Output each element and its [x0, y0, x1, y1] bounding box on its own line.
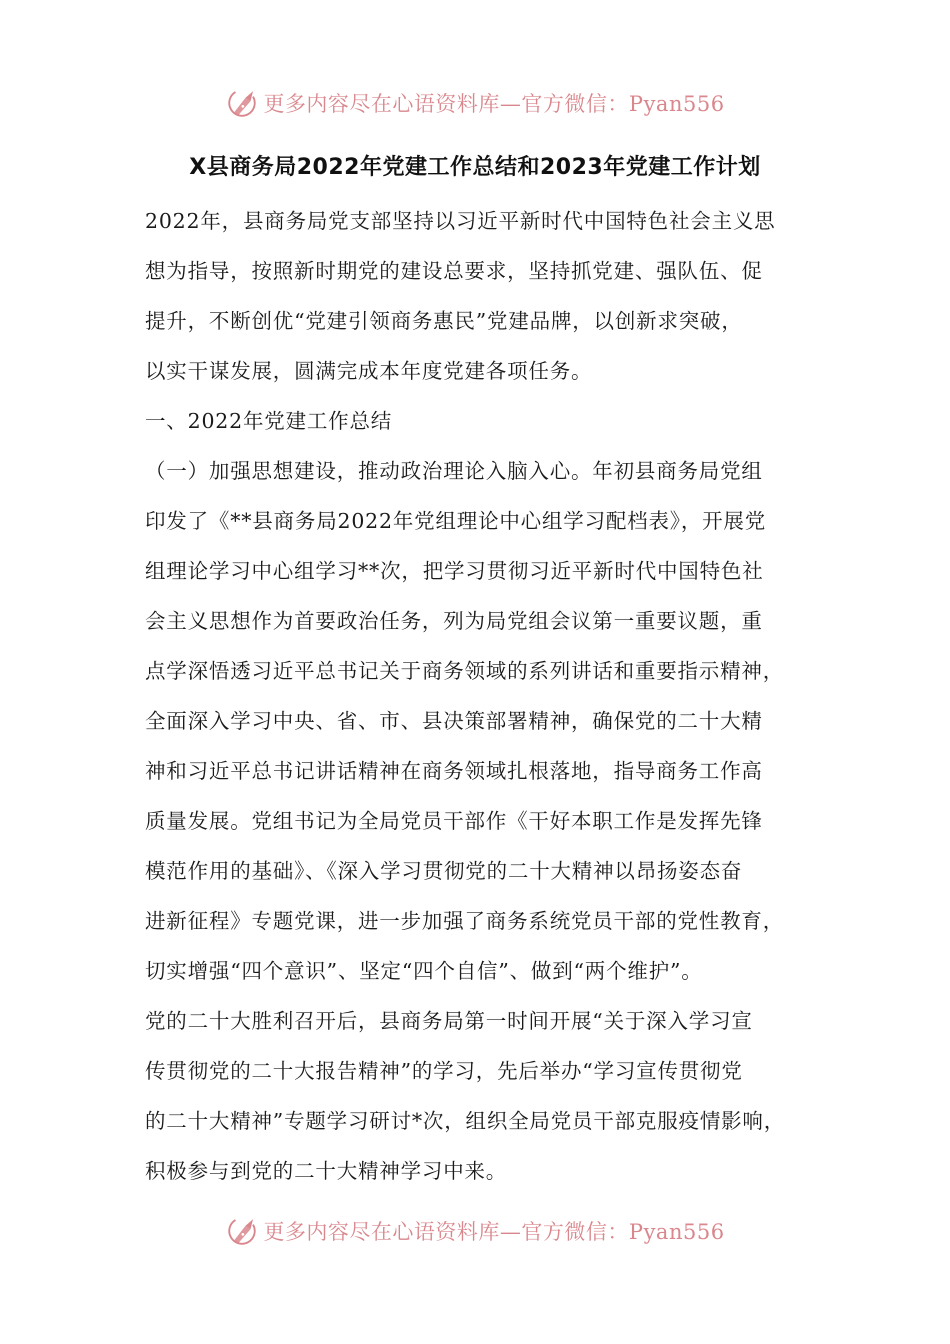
text-line: 切实增强“四个意识”、坚定“四个自信”、做到“两个维护”。 [145, 959, 703, 983]
document-body [145, 196, 835, 1196]
text-line: 会主义思想作为首要政治任务，列为局党组会议第一重要议题，重 [145, 609, 763, 633]
section-heading: 一、2022年党建工作总结 [145, 409, 393, 433]
text-line: 的二十大精神”专题学习研讨*次，组织全局党员干部克服疫情影响， [145, 1109, 786, 1133]
header-banner [0, 83, 950, 123]
text-line: 模范作用的基础》、《深入学习贯彻党的二十大精神以昂扬姿态奋 [145, 859, 743, 883]
pen-nib-logo-icon [225, 1214, 259, 1248]
text-line: 提升，不断创优“党建引领商务惠民”党建品牌，以创新求突破， [145, 309, 743, 333]
text-line: 以实干谋发展，圆满完成本年度党建各项任务。 [145, 359, 593, 383]
text-line: （一）加强思想建设，推动政治理论入脑入心。年初县商务局党组 [145, 459, 763, 483]
text-line: 进新征程》专题党课，进一步加强了商务系统党员干部的党性教育， [145, 909, 784, 933]
text-line: 印发了《**县商务局2022年党组理论中心组学习配档表》，开展党 [145, 509, 767, 533]
text-line: 传贯彻党的二十大报告精神”的学习，先后举办“学习宣传贯彻党 [145, 1059, 743, 1083]
footer-banner [0, 1211, 950, 1251]
text-line: 全面深入学习中央、省、市、县决策部署精神，确保党的二十大精 [145, 709, 763, 733]
text-line: 积极参与到党的二十大精神学习中来。 [145, 1159, 508, 1183]
text-line: 质量发展。党组书记为全局党员干部作《干好本职工作是发挥先锋 [145, 809, 763, 833]
pen-nib-logo-icon [225, 86, 259, 120]
text-line: 点学深悟透习近平总书记关于商务领域的系列讲话和重要指示精神， [145, 659, 784, 683]
text-line: 神和习近平总书记讲话精神在商务领域扎根落地，指导商务工作高 [145, 759, 763, 783]
text-line: 想为指导，按照新时期党的建设总要求，坚持抓党建、强队伍、促 [145, 259, 763, 283]
text-line: 2022年，县商务局党支部坚持以习近平新时代中国特色社会主义思 [145, 209, 776, 233]
banner-text: 更多内容尽在心语资料库—官方微信：Pyan556 [263, 92, 725, 116]
banner-text: 更多内容尽在心语资料库—官方微信：Pyan556 [263, 1220, 725, 1244]
document-title: X县商务局2022年党建工作总结和2023年党建工作计划 [189, 155, 761, 180]
text-line: 组理论学习中心组学习**次，把学习贯彻习近平新时代中国特色社 [145, 559, 764, 583]
text-line: 党的二十大胜利召开后，县商务局第一时间开展“关于深入学习宣 [145, 1009, 753, 1033]
